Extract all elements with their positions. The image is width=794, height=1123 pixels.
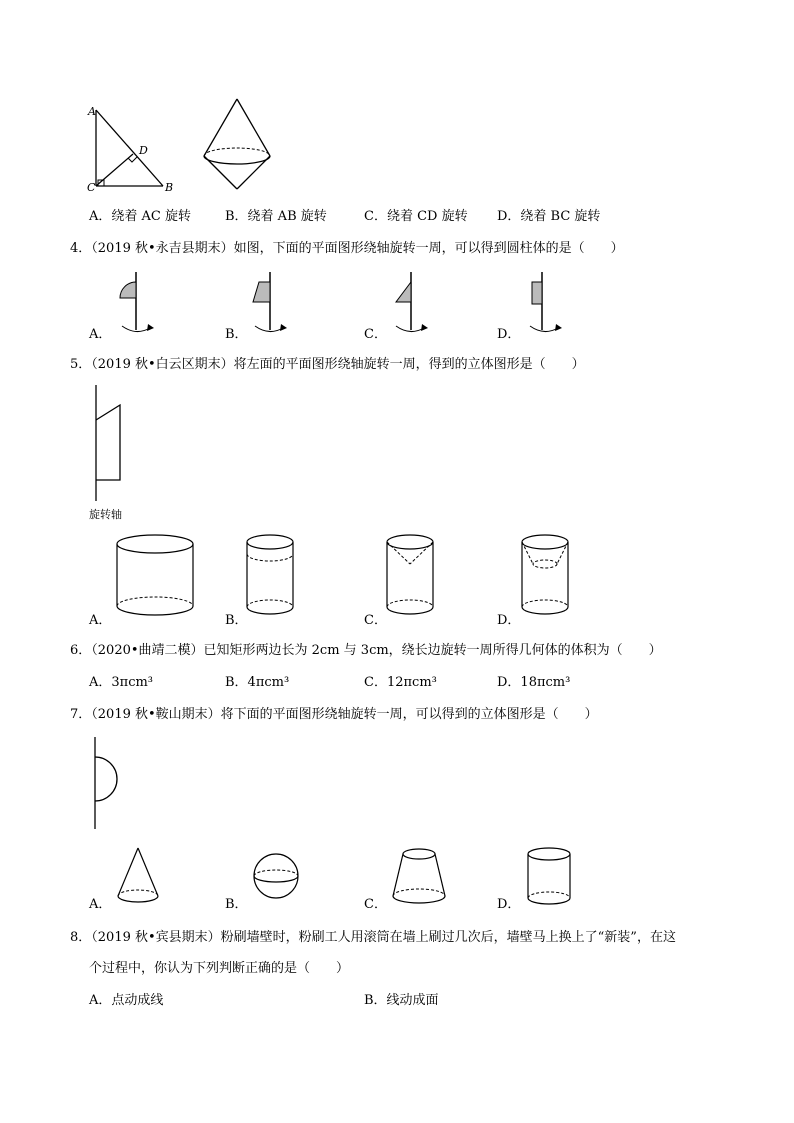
q4-figure-c <box>386 272 436 338</box>
right-triangle-figure <box>85 100 175 195</box>
q5-plane-figure <box>90 385 130 505</box>
q8-option-a[interactable]: A．点动成线 <box>89 993 164 1008</box>
q3-option-b[interactable]: B．绕着 AB 旋转 <box>225 209 327 224</box>
q7-stem: 7．（2019 秋•鞍山期末）将下面的平面图形绕轴旋转一周，可以得到的立体图形是（ ） <box>70 707 598 722</box>
q6-option-b[interactable]: B．4πcm³ <box>225 675 290 690</box>
q3-option-a[interactable]: A．绕着 AC 旋转 <box>89 209 191 224</box>
q5-option-d[interactable]: D． <box>497 613 521 628</box>
q6-stem: 6．（2020•曲靖二模）已知矩形两边长为 2cm 与 3cm，绕长边旋转一周所得几何体的体积为（ ） <box>70 643 662 658</box>
point-label-d: D <box>139 144 148 157</box>
q4-option-c[interactable]: C． <box>364 327 387 342</box>
q7-solid-cone <box>115 846 165 908</box>
q5-solid-a <box>115 533 197 619</box>
q5-stem: 5．（2019 秋•白云区期末）将左面的平面图形绕轴旋转一周，得到的立体图形是（ ） <box>70 357 585 372</box>
q5-solid-c <box>385 532 437 622</box>
point-label-a: A <box>88 105 96 118</box>
rotation-axis-label: 旋转轴 <box>89 508 122 521</box>
q4-option-a[interactable]: A． <box>89 327 112 342</box>
q7-solid-cylinder <box>525 846 575 908</box>
q7-option-d[interactable]: D． <box>497 897 521 912</box>
q5-option-b[interactable]: B． <box>225 613 248 628</box>
q4-option-d[interactable]: D． <box>497 327 521 342</box>
q7-solid-sphere <box>252 846 302 908</box>
q5-option-c[interactable]: C． <box>364 613 387 628</box>
q5-solid-b <box>245 532 297 622</box>
point-label-b: B <box>165 181 174 194</box>
q4-stem: 4．（2019 秋•永吉县期末）如图，下面的平面图形绕轴旋转一周，可以得到圆柱体的是（ ） <box>70 241 624 256</box>
q7-plane-figure <box>90 737 130 832</box>
q8-option-b[interactable]: B．线动成面 <box>364 993 439 1008</box>
q3-option-c[interactable]: C．绕着 CD 旋转 <box>364 209 468 224</box>
q5-solid-d <box>520 532 572 622</box>
q8-stem-line2: 个过程中，你认为下列判断正确的是（ ） <box>89 961 350 976</box>
q7-option-c[interactable]: C． <box>364 897 387 912</box>
q6-option-a[interactable]: A．3πcm³ <box>89 675 154 690</box>
q6-option-d[interactable]: D．18πcm³ <box>497 675 571 690</box>
q4-figure-b <box>245 272 295 338</box>
point-label-c: C <box>87 181 96 194</box>
q5-option-a[interactable]: A． <box>89 613 112 628</box>
q4-figure-d <box>520 272 570 338</box>
q3-option-d[interactable]: D．绕着 BC 旋转 <box>497 209 601 224</box>
q7-option-a[interactable]: A． <box>89 897 112 912</box>
q6-option-c[interactable]: C．12πcm³ <box>364 675 437 690</box>
q4-figure-a <box>112 272 162 338</box>
q4-option-b[interactable]: B． <box>225 327 248 342</box>
q8-stem-line1: 8．（2019 秋•宾县期末）粉刷墙壁时，粉刷工人用滚筒在墙上刷过几次后，墙壁马上换上了“新装”，在这 <box>70 930 676 945</box>
double-cone-figure <box>200 96 275 192</box>
q7-option-b[interactable]: B． <box>225 897 248 912</box>
q7-solid-frustum <box>390 846 450 908</box>
